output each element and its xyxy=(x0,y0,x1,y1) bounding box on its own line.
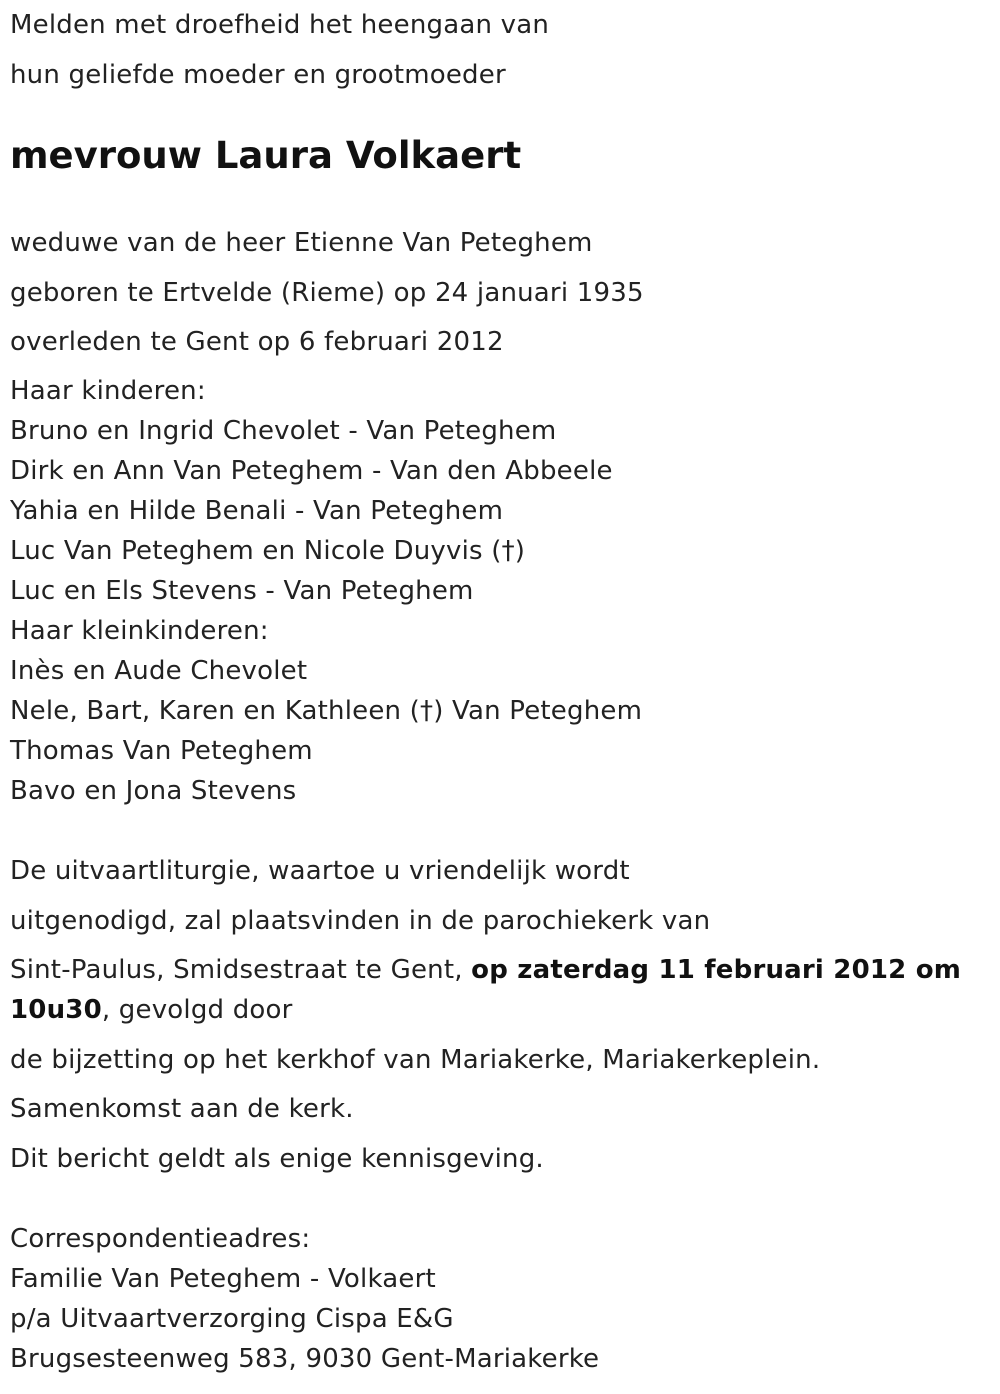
grandchild-item: Inès en Aude Chevolet xyxy=(10,656,308,686)
correspondence-heading: Correspondentieadres: xyxy=(10,1224,311,1254)
child-item: Yahia en Hilde Benali - Van Peteghem xyxy=(10,496,504,526)
grandchildren-heading: Haar kleinkinderen: xyxy=(10,616,269,646)
funeral-date-text: op zaterdag 11 februari 2012 om xyxy=(471,955,962,985)
child-item: Dirk en Ann Van Peteghem - Van den Abbeele xyxy=(10,456,613,486)
burial-line: de bijzetting op het kerkhof van Mariakerke, Mariakerkeplein. xyxy=(10,1045,821,1075)
death-line: overleden te Gent op 6 februari 2012 xyxy=(10,327,504,357)
grandchild-item: Thomas Van Peteghem xyxy=(10,736,313,766)
children-heading: Haar kinderen: xyxy=(10,376,206,406)
deceased-name: mevrouw Laura Volkaert xyxy=(10,134,522,177)
funeral-followed-text: , gevolgd door xyxy=(101,995,293,1025)
funeral-line-2: uitgenodigd, zal plaatsvinden in de parochiekerk van xyxy=(10,906,711,936)
funeral-time-text: 10u30 xyxy=(10,995,102,1025)
correspondence-line: Familie Van Peteghem - Volkaert xyxy=(10,1264,436,1294)
correspondence-line: Brugsesteenweg 583, 9030 Gent-Mariakerke xyxy=(10,1344,600,1374)
birth-line: geboren te Ertvelde (Rieme) op 24 januari 1935 xyxy=(10,278,644,308)
widow-of-line: weduwe van de heer Etienne Van Peteghem xyxy=(10,228,593,258)
grandchild-item: Nele, Bart, Karen en Kathleen (†) Van Peteghem xyxy=(10,696,643,726)
funeral-line-3 xyxy=(10,954,961,986)
correspondence-line: p/a Uitvaartverzorging Cispa E&G xyxy=(10,1304,454,1334)
funeral-line-1: De uitvaartliturgie, waartoe u vriendelijk wordt xyxy=(10,856,630,886)
child-item: Luc en Els Stevens - Van Peteghem xyxy=(10,576,474,606)
notice-line: Dit bericht geldt als enige kennisgeving. xyxy=(10,1144,544,1174)
funeral-location-text: Sint-Paulus, Smidsestraat te Gent, xyxy=(10,955,472,985)
intro-line-2: hun geliefde moeder en grootmoeder xyxy=(10,60,506,90)
grandchild-item: Bavo en Jona Stevens xyxy=(10,776,297,806)
gathering-line: Samenkomst aan de kerk. xyxy=(10,1094,354,1124)
funeral-line-4 xyxy=(10,994,293,1026)
child-item: Bruno en Ingrid Chevolet - Van Peteghem xyxy=(10,416,557,446)
intro-line-1: Melden met droefheid het heengaan van xyxy=(10,10,550,40)
child-item: Luc Van Peteghem en Nicole Duyvis (†) xyxy=(10,536,526,566)
